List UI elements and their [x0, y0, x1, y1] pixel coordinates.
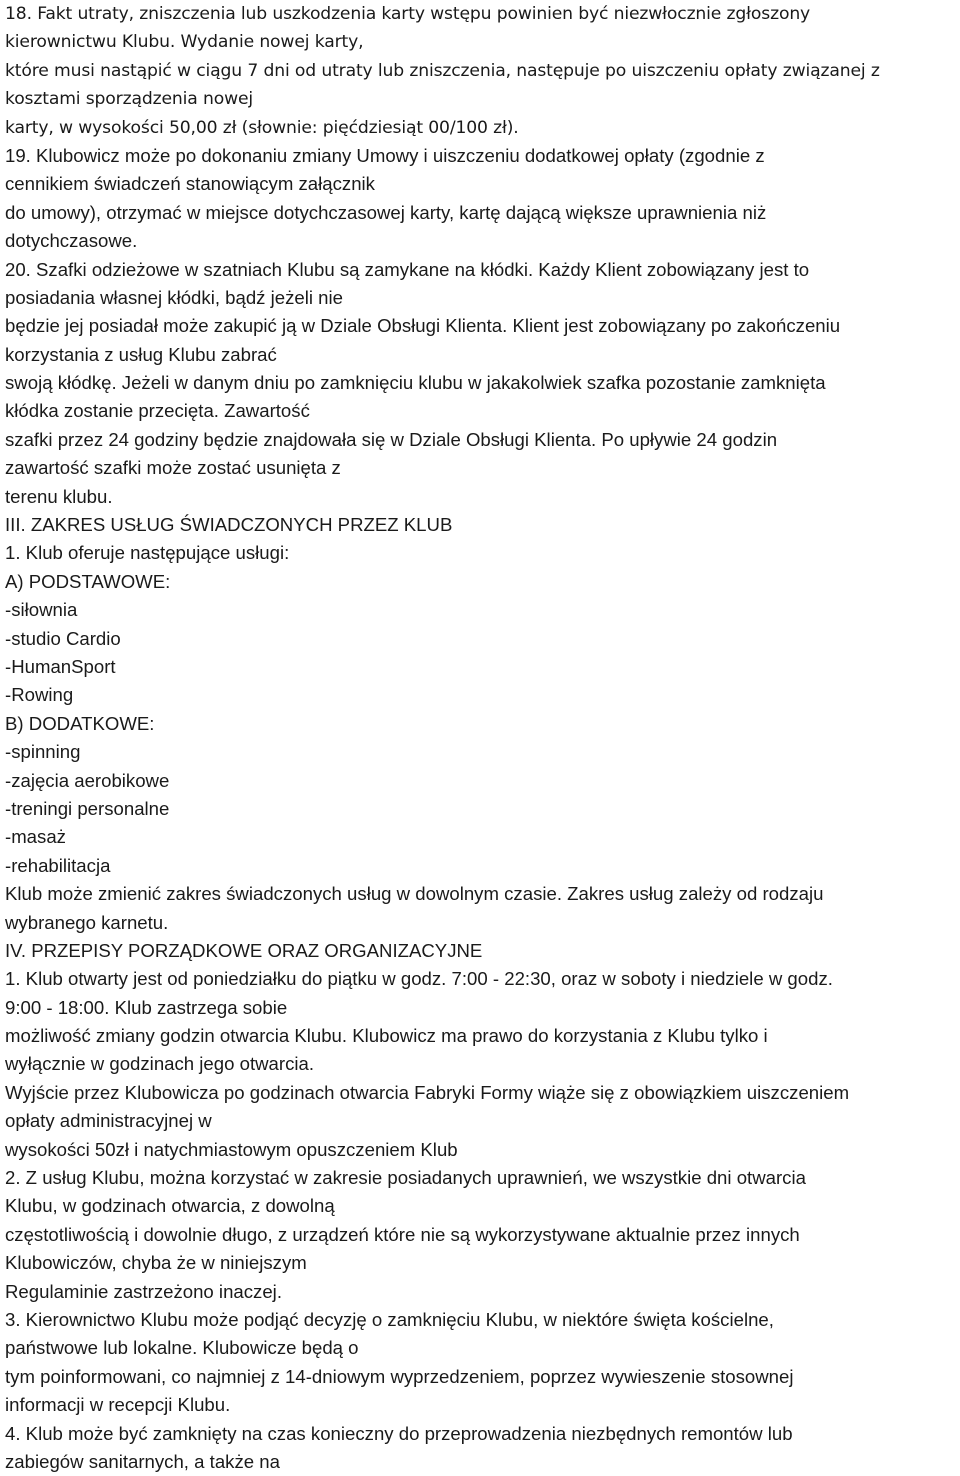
text-line: do umowy), otrzymać w miejsce dotychczasowej karty, kartę dającą większe uprawnienia niż [5, 201, 767, 223]
text-line: Wyjście przez Klubowicza po godzinach otwarcia Fabryki Formy wiąże się z obowiązkiem uiszczeniem [5, 1081, 850, 1103]
text-line: 2. Z usług Klubu, można korzystać w zakresie posiadanych uprawnień, we wszystkie dni otwarcia [5, 1167, 806, 1189]
text-line: terenu klubu. [5, 485, 113, 507]
text-line: karty, w wysokości 50,00 zł (słownie: pięćdziesiąt 00/100 zł). [5, 117, 519, 138]
text-line: cennikiem świadczeń stanowiącym załącznik [5, 173, 375, 195]
text-line: będzie jej posiadał może zakupić ją w Dziale Obsługi Klienta. Klient jest zobowiązany po zakończeniu [5, 315, 841, 337]
text-line: kłódka zostanie przecięta. Zawartość [5, 400, 310, 422]
list-item: -masaż [5, 826, 66, 848]
list-item: -siłownia [5, 599, 78, 621]
text-line: 3. Kierownictwo Klubu może podjąć decyzję o zamknięciu Klubu, w niektóre święta kościelne, [5, 1308, 774, 1330]
text-line: dotychczasowe. [5, 230, 138, 252]
list-item: -HumanSport [5, 655, 116, 677]
text-line: 20. Szafki odzieżowe w szatniach Klubu są zamykane na kłódki. Każdy Klient zobowiązany jest to [5, 258, 810, 280]
text-line: A) PODSTAWOWE: [5, 570, 171, 592]
text-line: Klubu, w godzinach otwarcia, z dowolną [5, 1195, 335, 1217]
text-line: kosztami sporządzenia nowej [5, 89, 254, 110]
section-heading: IV. PRZEPISY PORZĄDKOWE ORAZ ORGANIZACYJNE [5, 939, 483, 961]
list-item: -zajęcia aerobikowe [5, 769, 170, 791]
text-line: wysokości 50zł i natychmiastowym opuszczeniem Klub [5, 1138, 458, 1160]
text-line: 19. Klubowicz może po dokonaniu zmiany Umowy i uiszczeniu dodatkowej opłaty (zgodnie z [5, 144, 765, 166]
text-line: kierownictwu Klubu. Wydanie nowej karty, [5, 32, 364, 53]
text-line: państwowe lub lokalne. Klubowicze będą o [5, 1337, 359, 1359]
text-line: 1. Klub oferuje następujące usługi: [5, 542, 290, 564]
list-item: -treningi personalne [5, 797, 170, 819]
text-line: częstotliwością i dowolnie długo, z urządzeń które nie są wykorzystywane aktualnie przez innych [5, 1223, 800, 1245]
text-line: swoją kłódkę. Jeżeli w danym dniu po zamknięciu klubu w jakakolwiek szafka pozostanie zamknięta [5, 372, 826, 394]
list-item: -Rowing [5, 684, 74, 706]
text-line: 4. Klub może być zamknięty na czas konieczny do przeprowadzenia niezbędnych remontów lub [5, 1422, 793, 1444]
list-item: -rehabilitacja [5, 854, 111, 876]
text-line: informacji w recepcji Klubu. [5, 1394, 231, 1416]
text-line: korzystania z usług Klubu zabrać [5, 343, 277, 365]
text-line: Klubowiczów, chyba że w niniejszym [5, 1252, 307, 1274]
text-line: tym poinformowani, co najmniej z 14-dniowym wyprzedzeniem, poprzez wywieszenie stosownej [5, 1365, 794, 1387]
text-line: szafki przez 24 godziny będzie znajdowała się w Dziale Obsługi Klienta. Po upływie 24 godzin [5, 428, 778, 450]
text-line: 1. Klub otwarty jest od poniedziałku do piątku w godz. 7:00 - 22:30, oraz w soboty i niedziele w godz. [5, 968, 833, 990]
list-item: -studio Cardio [5, 627, 121, 649]
text-line: zawartość szafki może zostać usunięta z [5, 457, 341, 479]
text-line: opłaty administracyjnej w [5, 1110, 212, 1132]
text-line: wyłącznie w godzinach jego otwarcia. [5, 1053, 315, 1075]
text-line: B) DODATKOWE: [5, 712, 155, 734]
text-line: Regulaminie zastrzeżono inaczej. [5, 1280, 282, 1302]
section-heading: III. ZAKRES USŁUG ŚWIADCZONYCH PRZEZ KLUB [5, 514, 453, 536]
text-line: zabiegów sanitarnych, a także na [5, 1450, 280, 1472]
text-line: 18. Fakt utraty, zniszczenia lub uszkodzenia karty wstępu powinien być niezwłocznie zgłoszony [5, 4, 811, 24]
text-line: możliwość zmiany godzin otwarcia Klubu. Klubowicz ma prawo do korzystania z Klubu tylko i [5, 1025, 768, 1047]
text-line: posiadania własnej kłódki, bądź jeżeli nie [5, 286, 343, 308]
text-line: 9:00 - 18:00. Klub zastrzega sobie [5, 996, 288, 1018]
text-line: Klub może zmienić zakres świadczonych usług w dowolnym czasie. Zakres usług zależy od rodzaju [5, 883, 824, 905]
text-line: wybranego karnetu. [5, 911, 169, 933]
list-item: -spinning [5, 741, 81, 763]
text-line: które musi nastąpić w ciągu 7 dni od utraty lub zniszczenia, następuje po uiszczeniu opłaty związanej z [5, 60, 880, 81]
document-page [5, 0, 955, 1476]
